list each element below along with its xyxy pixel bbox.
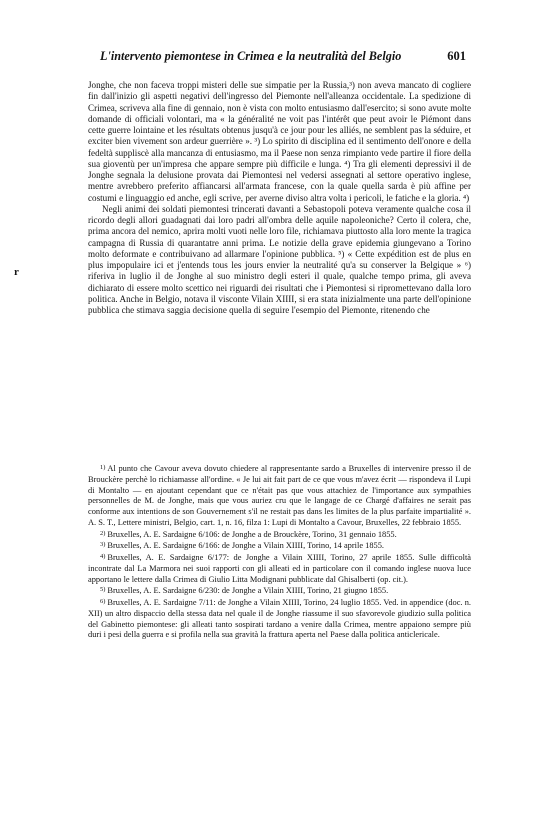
- page-header: [100, 49, 466, 67]
- footnote-text: Bruxelles, A. E. Sardaigne 6/106: de Jonghe a de Brouckère, Torino, 31 gennaio 1855.: [107, 529, 397, 539]
- footnote: [88, 597, 471, 641]
- paragraph-1: Jonghe, che non faceva troppi misteri delle sue simpatie per la Russia,³) non aveva mancato di cogliere fin dall'inizio gli aspetti negativi dell'ingresso del Piemonte nell'alleanza occidentale. La spedizione di Crimea, scriveva alla fine di gennaio, non è vista con molto entusiasmo dall'esercito; si sono avute molte domande di officiali volontari, ma « la généralité ne voit pas l'intérêt que peut avoir le Piémont dans cette guerre lointaine et les résultats obtenus jusqu'à ce jour pour les alliés, ne semblent pas la séduire, et exciter bien vivement son ardeur guerrière ». ³) Lo spirito di disciplina ed il sentimento dell'onore e della fedeltà suppliscè alla mancanza di entusiasmo, ma il Paese non senza rimpianto vede partire il fiore della sua gioventù per un'impresa che appare sempre più difficile e lunga. ⁴) Tra gli elementi depressivi il de Jonghe segnala la delusione provata dai Piemontesi nel vedersi assegnati al settore operativo inglese, mentre avrebbero preferito affiancarsi all'armata francese, con la quale quella sarda è più affine per costumi e linguaggio ed anche, egli scrive, per averne diviso altra volta i pericoli, le fatiche e la gloria. ⁴): [88, 80, 471, 203]
- page-number: 601: [447, 49, 466, 63]
- footnote-text: Bruxelles, A. E. Sardaigne 6/230: de Jonghe a Vilain XIIII, Torino, 21 giugno 1855.: [107, 586, 389, 596]
- footnote-mark: 1): [100, 464, 106, 471]
- footnote: [88, 463, 471, 529]
- margin-mark: r: [14, 266, 19, 278]
- footnote-mark: 3): [100, 541, 106, 549]
- footnote: [88, 529, 471, 541]
- footnote-mark: 5): [100, 586, 106, 594]
- footnotes: [88, 463, 471, 641]
- running-title: L'intervento piemontese in Crimea e la neutralità del Belgio: [100, 49, 402, 63]
- paragraph-2: Negli animi dei soldati piemontesi trincerati davanti a Sebastopoli poteva veramente qualche cosa il ricordo degli allori guadagnati dai loro padri all'ombra delle aquile napoleoniche? Certo il colera, che, prima ancora del nemico, aprira molti vuoti nelle loro file, richiamava piuttosto alla loro mente la tragica campagna di Russia di quarantatre anni prima. Le notizie della grave epidemia giungevano a Torino molto deformate e contribuivano ad allarmare l'opinione pubblica. ⁵) « Cette expédition est de plus en plus impopulaire ici et j'entends tous les jours envier la neutralité qu'a su conserver la Belgique » ⁶) riferiva in luglio il de Jonghe al suo ministro degli esteri il quale, qualche tempo prima, gli aveva dichiarato di essere molto scettico nei riguardi dei risultati che i Piemontesi si ripromettevano dalla loro politica. Anche in Belgio, notava il visconte Vilain XIIII, si era stata inizialmente una parte dell'opinione pubblica che stimava saggia decisione quella di seguire l'esempio del Piemonte, ritenendo che: [88, 203, 471, 315]
- footnote-mark: 2): [100, 529, 106, 537]
- footnote: [88, 540, 471, 552]
- main-text: [88, 80, 471, 316]
- footnote-text: Al punto che Cavour aveva dovuto chiedere al rappresentante sardo a Bruxelles di intervenire presso il de Brouckère perchè lo richiamasse all'ordine. « Je lui ait fait part de ce que vous m'avez écrit — rispondeva il Lupi di Montalto — en ajoutant cependant que ce n'était pas que vous attachiez de l'importance aux sympathies personnelles de M. de Jonghe, mais que vous auriez cru que le langage de ce Chargé d'affaires ne serait pas conforme aux intentions de son Gouvernement s'il ne restait pas dans les limites de la plus parfaite impartialité ». A. S. T., Lettere ministri, Belgio, cart. 1, n. 16, filza 1: Lupi di Montalto a Cavour, Bruxelles, 22 febbraio 1855.: [88, 464, 471, 527]
- footnote-text: Bruxelles, A. E. Sardaigne 6/166: de Jonghe a Vilain XIIII, Torino, 14 aprile 1855.: [107, 541, 384, 551]
- footnote-text: Bruxelles, A. E. Sardaigne 7/11: de Jonghe a Vilain XIIII, Torino, 24 luglio 1855. Ved. in appendice (doc. n. XII) un altro dispaccio della stessa data nel quale il de Jonghe riassume il suo sfavorevole giudizio sulla politica del Gabinetto piemontese: gli alleati tanto sospirati tardano a venire dalla Crimea, mentre appaiono sempre più duri i pesi della guerra e si profila nella sua gravità la frattura aperta nel Paese dalla politica anticlericale.: [88, 598, 471, 640]
- footnote: [88, 552, 471, 585]
- footnote-mark: 4): [100, 553, 106, 560]
- footnote: [88, 585, 471, 597]
- footnote-mark: 6): [100, 598, 106, 605]
- footnote-text: Bruxelles, A. E. Sardaigne 6/177: de Jonghe a Vilain XIIII, Torino, 27 aprile 1855. Sulle difficoltà incontrate dal La Marmora nei suoi rapporti con gli alleati ed in particolare con il comando inglese nuova luce apportano le lettere dalla Crimea di Giulio Litta Modignani pubblicate dal Ghisalberti (op. cit.).: [88, 553, 471, 584]
